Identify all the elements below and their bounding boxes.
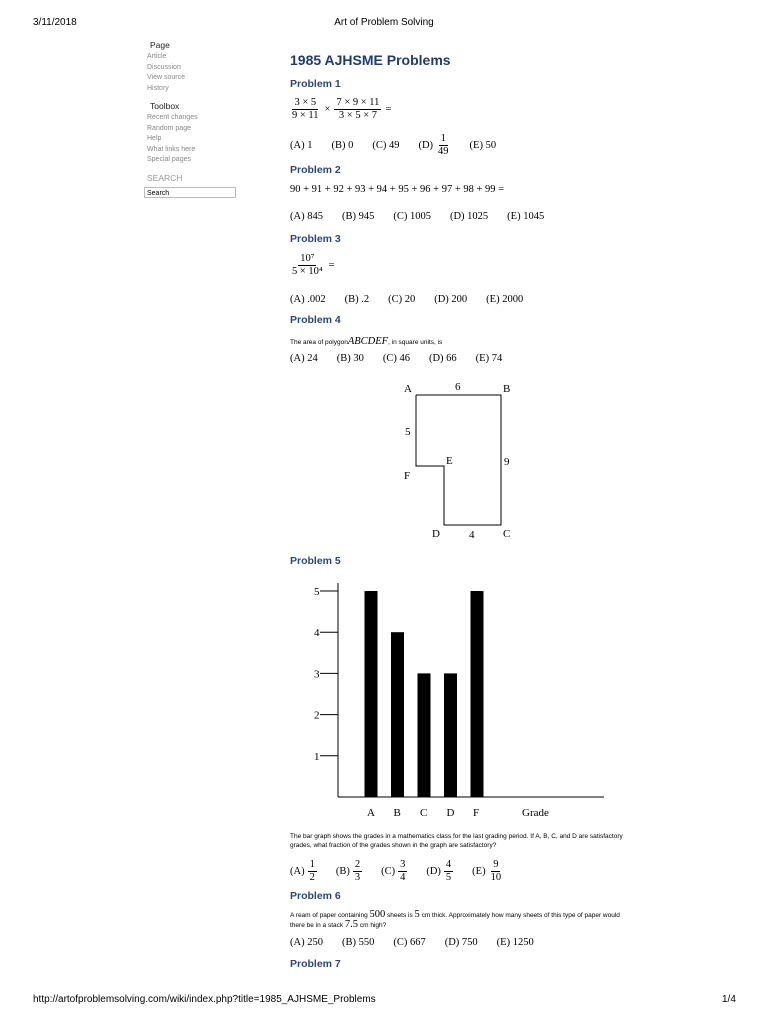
- p5-answer-e: (E) $\frac{9}{10}$: [472, 858, 502, 883]
- footer-url: http://artofproblemsolving.com/wiki/index.php?title=1985_AJHSME_Problems: [33, 994, 376, 1005]
- p3-answer-d: (D) 200: [434, 294, 468, 305]
- problem-2-heading: Problem 2: [290, 164, 341, 176]
- side-ab-length: 6: [455, 381, 461, 393]
- sidebar-link-help[interactable]: Help: [147, 135, 162, 142]
- p4-answer-d: (D) 66: [428, 353, 457, 364]
- p6-answer-d: (D) 750: [444, 937, 478, 948]
- sidebar-link-special-pages[interactable]: Special pages: [147, 156, 191, 163]
- p6-math-7-5: 7.5: [344, 919, 359, 930]
- page-title: 1985 AJHSME Problems: [290, 52, 451, 68]
- p3-denominator: 5 × 10⁴: [292, 266, 323, 277]
- chart-bar-a: [365, 591, 378, 797]
- chart-x-axis-label: Grade: [522, 807, 549, 819]
- problem-3-expression: [290, 253, 335, 278]
- vertex-a-label: A: [404, 383, 412, 395]
- chart-y-tick-label: 2: [314, 709, 320, 722]
- p6-answer-a: (A) 250: [290, 937, 323, 948]
- p6-text-1: A ream of paper containing: [290, 912, 370, 919]
- p6-text-2: sheets is: [385, 912, 415, 919]
- grades-bar-chart: [290, 578, 610, 823]
- sidebar-link-random-page[interactable]: Random page: [147, 124, 191, 132]
- p6-text-4: cm high?: [358, 922, 387, 929]
- p4-answer-c: (C) 46: [382, 353, 410, 364]
- problem-1-answers: [290, 131, 515, 159]
- p3-answer-b: (B) .2: [344, 294, 370, 305]
- problem-1-heading: Problem 1: [290, 78, 341, 90]
- side-bc-length: 9: [504, 456, 510, 468]
- problem-2-expression: 90 + 91 + 92 + 93 + 94 + 95 + 96 + 97 + 98 + 99 =: [290, 184, 505, 195]
- vertex-d-label: D: [432, 528, 440, 540]
- p1-fraction1-den: 9 × 11: [292, 110, 319, 121]
- p2-answer-d: (D) 1025: [449, 211, 489, 222]
- chart-category-label: C: [420, 807, 428, 819]
- sidebar-link-article[interactable]: Article: [147, 53, 167, 60]
- chart-category-label: A: [367, 807, 375, 819]
- sidebar-page-heading: Page: [150, 40, 170, 50]
- chart-y-tick-label: 1: [314, 750, 320, 763]
- p2-answer-c: (C) 1005: [393, 211, 431, 222]
- side-dc-length: 4: [469, 529, 475, 541]
- p6-math-5: 5: [414, 909, 420, 920]
- p1-answer-b: (B) 0: [331, 139, 354, 151]
- sidebar-link-discussion[interactable]: Discussion: [147, 63, 181, 71]
- problem-5-statement: The bar graph shows the grades in a mathematics class for the last grading period. If A, B, C, and D are satisfactory grades, what fraction of the grades shown in the graph are satisfactory?: [290, 833, 623, 849]
- problem-4-statement: [290, 336, 442, 347]
- problem-5-answers: [290, 857, 522, 885]
- p1-fraction1-num: 3 × 5: [294, 97, 317, 108]
- print-date: 3/11/2018: [33, 17, 77, 28]
- p1-fraction2-den: 3 × 5 × 7: [338, 110, 377, 121]
- problem-6-statement: [290, 910, 630, 930]
- search-input[interactable]: Search: [144, 187, 236, 198]
- polygon-outline: [416, 395, 501, 525]
- p2-answer-a: (A) 845: [290, 211, 323, 222]
- chart-y-tick-label: 5: [314, 586, 320, 598]
- p1-answer-d: (D) $\frac{1}{49}$: [418, 132, 449, 157]
- problem-6-answers: [290, 937, 553, 948]
- vertex-c-label: C: [503, 528, 511, 540]
- vertex-f-label: F: [404, 470, 411, 482]
- print-title: Art of Problem Solving: [334, 17, 434, 28]
- p3-answer-e: (E) 2000: [486, 294, 524, 305]
- chart-bar-b: [391, 632, 404, 797]
- p4-polygon-name: ABCDEF: [347, 336, 389, 347]
- p5-answer-b: (B) $\frac{2}{3}$: [335, 858, 361, 883]
- chart-bar-c: [418, 673, 431, 797]
- problem-3-answers: [290, 294, 542, 305]
- chart-category-label: D: [446, 807, 455, 819]
- p3-numerator: 10⁷: [300, 253, 315, 264]
- p3-equals: =: [328, 260, 335, 271]
- sidebar-page-links: [147, 52, 185, 94]
- p4-text-post: , in square units, is: [388, 339, 443, 346]
- problem-1-expression: [290, 97, 391, 122]
- sidebar-toolbox-links: [147, 113, 198, 166]
- problem-7-heading: Problem 7: [290, 958, 341, 970]
- sidebar-link-recent-changes[interactable]: Recent changes: [147, 114, 198, 121]
- side-af-length: 5: [405, 426, 411, 438]
- footer-page-number: 1/4: [722, 994, 736, 1005]
- p6-math-500: 500: [369, 909, 386, 920]
- p6-answer-b: (B) 550: [341, 937, 375, 948]
- polygon-diagram: [395, 376, 525, 546]
- vertex-b-label: B: [503, 383, 511, 395]
- p5-answer-a: (A) $\frac{1}{2}$: [290, 858, 315, 883]
- chart-bar-f: [471, 591, 484, 797]
- chart-category-label: B: [393, 807, 401, 819]
- p6-text-3: cm thick. Approximately how many sheets of this type of paper would there be in a stack: [290, 912, 620, 929]
- p6-answer-c: (C) 667: [393, 937, 426, 948]
- p4-text-pre: The area of polygon: [290, 339, 348, 346]
- p5-answer-d: (D) $\frac{4}{5}$: [426, 858, 452, 883]
- p1-answer-e: (E) 50: [469, 139, 497, 151]
- p4-answer-a: (A) 24: [290, 353, 318, 364]
- problem-2-answers: [290, 211, 563, 222]
- vertex-e-label: E: [446, 455, 453, 467]
- p2-answer-e: (E) 1045: [507, 211, 545, 222]
- p4-answer-b: (B) 30: [336, 353, 364, 364]
- chart-bar-d: [444, 673, 457, 797]
- p1-times-sign: ×: [324, 104, 331, 115]
- problem-4-heading: Problem 4: [290, 314, 341, 326]
- p3-answer-c: (C) 20: [388, 294, 416, 305]
- p5-answer-c: (C) $\frac{3}{4}$: [381, 858, 406, 883]
- p3-answer-a: (A) .002: [290, 294, 326, 305]
- chart-y-tick-label: 4: [314, 627, 320, 640]
- problem-5-heading: Problem 5: [290, 555, 341, 567]
- sidebar-link-what-links-here[interactable]: What links here: [147, 145, 196, 153]
- p1-equals: =: [385, 104, 392, 115]
- problem-4-answers: [290, 353, 521, 364]
- p1-fraction2-num: 7 × 9 × 11: [336, 97, 380, 108]
- problem-3-heading: Problem 3: [290, 233, 341, 245]
- p1-answer-a: (A) 1: [290, 139, 313, 151]
- p2-answer-b: (B) 945: [341, 211, 375, 222]
- p1-answer-c: (C) 49: [372, 139, 400, 151]
- chart-y-tick-label: 3: [314, 668, 320, 681]
- p4-answer-e: (E) 74: [475, 353, 503, 364]
- sidebar-search-heading: SEARCH: [147, 173, 183, 183]
- problem-6-heading: Problem 6: [290, 890, 341, 902]
- chart-category-label: F: [473, 807, 480, 819]
- sidebar-toolbox-heading: Toolbox: [150, 101, 180, 111]
- sidebar-link-history[interactable]: History: [147, 84, 169, 92]
- p6-answer-e: (E) 1250: [496, 937, 534, 948]
- sidebar-link-view-source[interactable]: View source: [147, 74, 186, 81]
